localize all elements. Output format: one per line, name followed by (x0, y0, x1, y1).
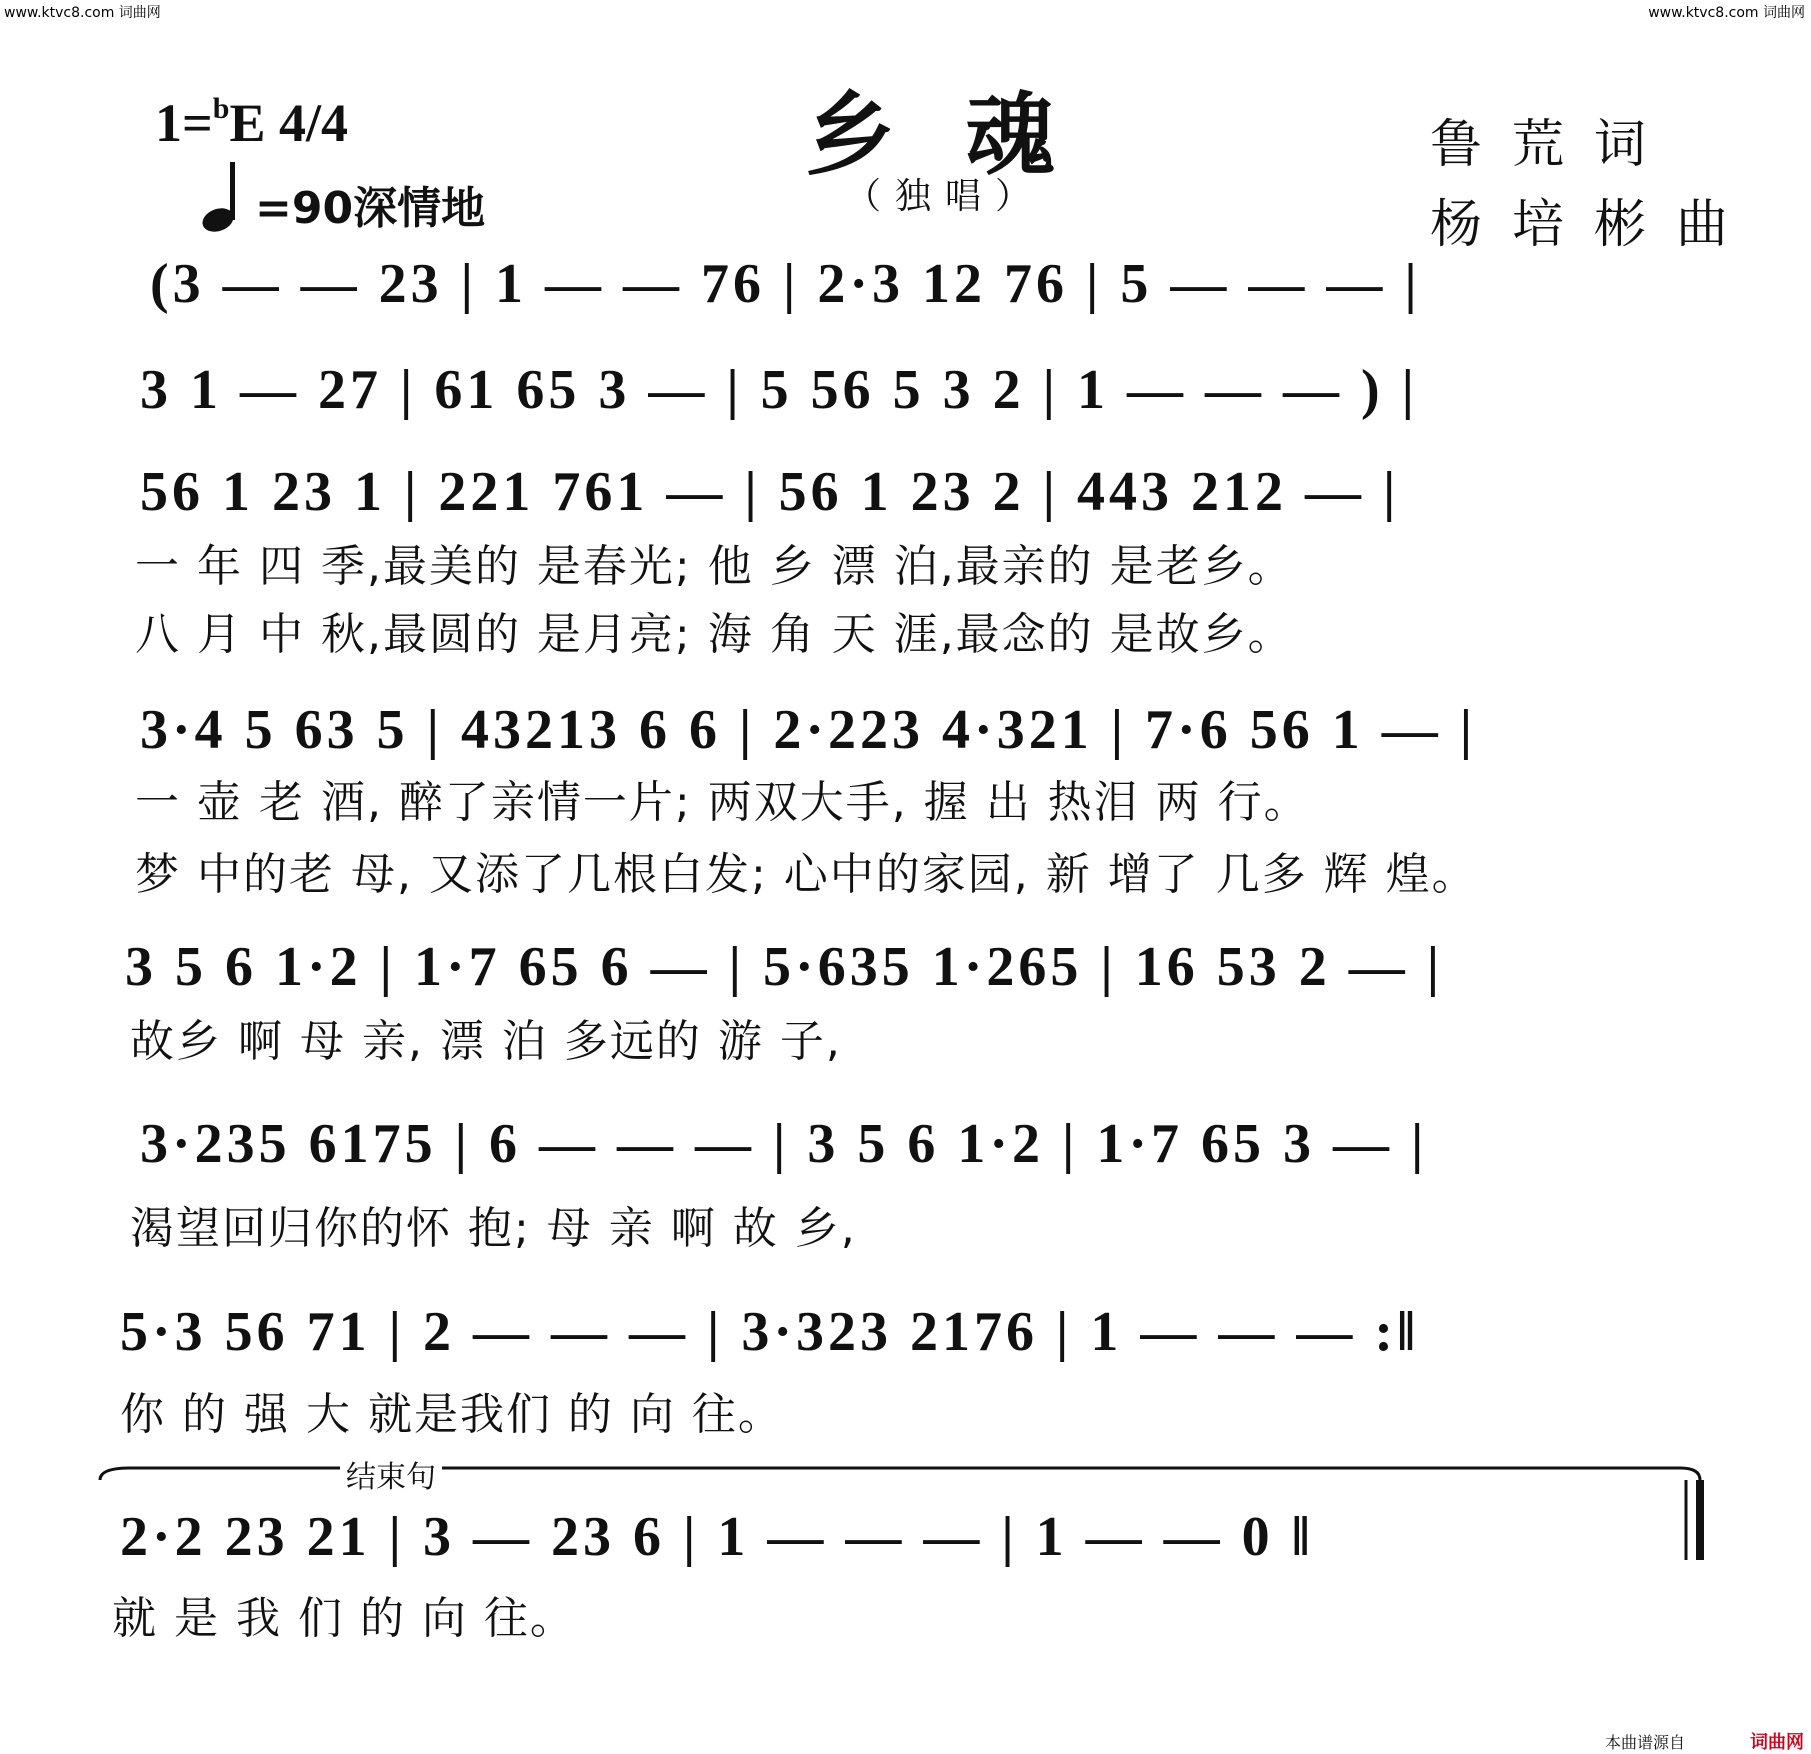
lyric-line-3a: 一 年 四 季,最美的 是春光; 他 乡 漂 泊,最亲的 是老乡。 (135, 541, 1294, 592)
page-title: 乡魂 (805, 82, 1125, 188)
score-line-3: 56 1 23 1 | 221 761 — | 56 1 23 2 | 443 212 — | (140, 461, 1400, 523)
lyric-line-7: 你 的 强 大 就是我们 的 向 往。 (120, 1389, 784, 1440)
composer-credit: 杨培彬曲 (1430, 195, 1759, 255)
key-prefix: 1= (155, 93, 213, 153)
lyric-line-4b: 梦 中的老 母, 又添了几根白发; 心中的家园, 新 增了 几多 辉 煌。 (135, 849, 1478, 900)
score-line-7: 5·3 56 71 | 2 — — — | 3·323 2176 | 1 — — — :‖ (120, 1301, 1420, 1363)
score-line-4: 3·4 5 63 5 | 43213 6 6 | 2·223 4·321 | 7·6 56 1 — | (140, 699, 1477, 761)
key-flat: b (212, 92, 230, 125)
score-line-8: 2·2 23 21 | 3 — 23 6 | 1 — — — | 1 — — 0 ‖ (120, 1506, 1314, 1568)
lyric-line-4a: 一 壶 老 酒, 醉了亲情一片; 两双大手, 握 出 热泪 两 行。 (135, 777, 1310, 828)
score-line-5: 3 5 6 1·2 | 1·7 65 6 — | 5·635 1·265 | 16 53 2 — | (125, 936, 1444, 998)
lyric-line-3b: 八 月 中 秋,最圆的 是月亮; 海 角 天 涯,最念的 是故乡。 (135, 609, 1294, 660)
score-line-6: 3·235 6175 | 6 — — — | 3 5 6 1·2 | 1·7 65 3 — | (140, 1113, 1428, 1175)
tempo-marking: =90深情地 (255, 183, 486, 234)
source-brand[interactable]: 词曲网 (1750, 1732, 1804, 1753)
watermark-left: www.ktvc8.com 词曲网 (4, 5, 161, 21)
source-note: 本曲谱源自 (1605, 1733, 1686, 1752)
score-line-1: (3 — — 23 | 1 — — 76 | 2·3 12 76 | 5 — — — | (150, 253, 1421, 315)
key-rest: E 4/4 (229, 93, 348, 153)
watermark-right: www.ktvc8.com 词曲网 (1648, 5, 1805, 21)
lyric-line-5: 故乡 啊 母 亲, 漂 泊 多远的 游 子, (130, 1016, 842, 1067)
score-line-2: 3 1 — 27 | 61 65 3 — | 5 56 5 3 2 | 1 — — — ) | (140, 359, 1418, 421)
lyricist-credit: 鲁荒词 (1430, 115, 1677, 175)
ending-label: 结束句 (340, 1452, 442, 1496)
lyric-line-6: 渴望回归你的怀 抱; 母 亲 啊 故 乡, (130, 1203, 857, 1254)
lyric-line-8: 就 是 我 们 的 向 往。 (112, 1593, 576, 1644)
subtitle: （独唱） (845, 176, 1046, 217)
